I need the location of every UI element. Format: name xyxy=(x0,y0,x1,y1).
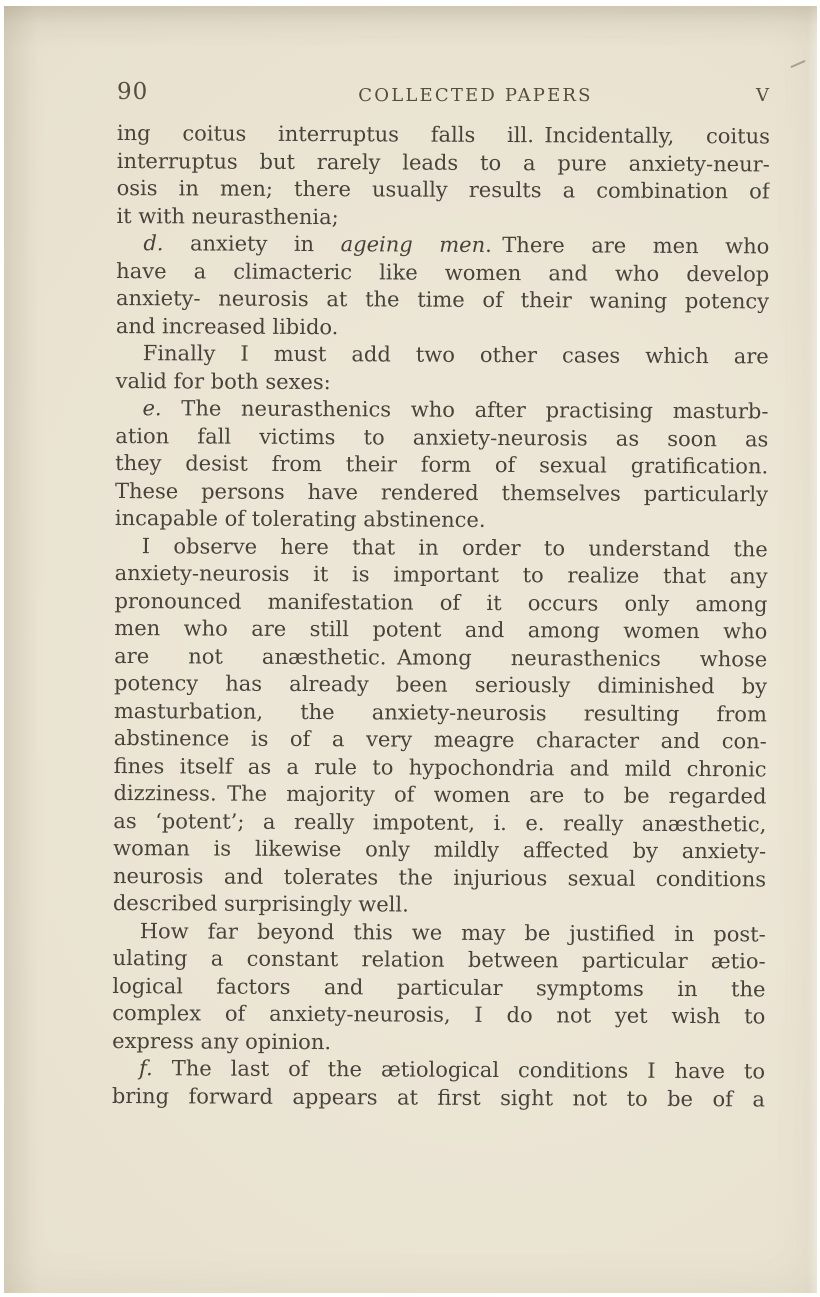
text-line xyxy=(115,532,768,563)
text-segment: have a climacteric like women and who develop xyxy=(116,258,770,286)
text-line xyxy=(115,477,768,508)
text-line xyxy=(114,752,767,783)
text-line xyxy=(116,230,769,261)
text-line xyxy=(115,505,768,536)
text-segment: they desist from their form of sexual gratification. xyxy=(115,450,769,479)
text-segment: potency has already been seriously diminished by xyxy=(113,670,768,699)
text-segment: . There are men who xyxy=(485,232,770,259)
text-segment: The neurasthenics who after practising masturb- xyxy=(161,396,769,424)
text-line xyxy=(113,780,766,811)
text-line xyxy=(116,367,769,398)
text-line xyxy=(116,202,769,233)
text-line xyxy=(113,835,766,866)
text-segment: incapable of tolerating abstinence. xyxy=(114,505,486,532)
text-line xyxy=(112,1000,765,1031)
text-segment: interruptus but rarely leads to a pure anxiety-neur- xyxy=(116,148,770,176)
italic-text: e. xyxy=(142,396,162,421)
text-segment: These persons have rendered themselves particularly xyxy=(114,478,769,506)
text-line xyxy=(114,587,767,618)
text-segment: neurosis and tolerates the injurious sexual conditions xyxy=(112,863,767,891)
text-line xyxy=(116,285,769,316)
text-segment: abstinence is of a very meagre character and con- xyxy=(113,725,767,754)
text-segment: ulating a constant relation between particular ætio- xyxy=(112,945,766,974)
book-page-paper xyxy=(4,6,817,1293)
text-line xyxy=(114,725,767,756)
text-segment: men who are still potent and among women who xyxy=(114,615,768,644)
italic-text: f. xyxy=(138,1056,153,1081)
text-segment: are not anæsthetic. Among neurasthenics whose xyxy=(114,643,768,671)
text-line xyxy=(113,862,766,893)
text-segment: osis in men; there usually results a combination of xyxy=(116,175,770,204)
text-line xyxy=(116,257,769,288)
text-segment: as ‘potent’; a really impotent, i. e. really anæsthetic, xyxy=(113,808,767,836)
text-line xyxy=(114,697,767,728)
text-segment: How far beyond this we may be justified in post- xyxy=(139,918,766,946)
text-line xyxy=(114,670,767,701)
text-segment: The last of the ætiological conditions I have to xyxy=(152,1056,766,1084)
text-line xyxy=(112,972,765,1003)
text-line xyxy=(113,917,766,948)
italic-text: d. xyxy=(143,231,164,256)
text-segment: anxiety in xyxy=(163,231,341,257)
text-segment: ing coitus interruptus falls ill. Incidentally, coitus xyxy=(116,120,770,149)
scratch-mark xyxy=(790,60,805,68)
text-segment: anxiety- neurosis at the time of their waning potency xyxy=(116,285,770,314)
page-body xyxy=(112,120,770,1113)
text-segment: ation fall victims to anxiety-neurosis as soon as xyxy=(115,423,769,451)
text-line xyxy=(117,175,770,206)
running-head xyxy=(117,78,770,108)
text-line xyxy=(112,1082,765,1113)
text-segment: it with neurasthenia; xyxy=(116,203,339,229)
text-segment: fines itself as a rule to hypochondria and mild chronic xyxy=(113,753,767,781)
text-line xyxy=(114,642,767,673)
text-segment: masturbation, the anxiety-neurosis resulting from xyxy=(113,698,767,726)
text-segment: dizziness. The majority of women are to be regarded xyxy=(113,780,767,809)
text-segment: complex of anxiety-neurosis, I do not yet wish to xyxy=(112,1000,766,1029)
text-line xyxy=(115,395,768,426)
text-segment: express any opinion. xyxy=(112,1028,332,1054)
page-number: 90 xyxy=(117,79,149,105)
text-line xyxy=(116,312,769,343)
text-line xyxy=(112,1027,765,1058)
text-line xyxy=(117,147,770,178)
text-line xyxy=(113,890,766,921)
text-segment: woman is likewise only mildly affected by anxiety- xyxy=(113,835,767,864)
text-line xyxy=(114,615,767,646)
text-segment: bring forward appears at first sight not to be of a xyxy=(111,1083,765,1111)
text-segment: valid for both sexes: xyxy=(115,368,331,394)
text-segment: anxiety-neurosis it is important to realize that any xyxy=(114,560,768,589)
text-line xyxy=(116,340,769,371)
text-line xyxy=(115,422,768,453)
text-segment: pronounced manifestation of it occurs only among xyxy=(114,588,768,616)
text-segment: described surprisingly well. xyxy=(112,890,409,917)
running-title: COLLECTED PAPERS xyxy=(358,85,593,106)
text-segment: I observe here that in order to understand the xyxy=(141,533,768,561)
text-line xyxy=(113,807,766,838)
text-segment: logical factors and particular symptoms in the xyxy=(112,973,766,1001)
text-segment: and increased libido. xyxy=(115,313,339,339)
text-line xyxy=(115,560,768,591)
text-line xyxy=(115,450,768,481)
text-line xyxy=(112,1055,765,1086)
italic-text: ageing men xyxy=(340,232,486,257)
text-line xyxy=(113,945,766,976)
text-line xyxy=(117,120,770,151)
chapter-numeral: V xyxy=(756,85,770,106)
text-segment: Finally I must add two other cases which are xyxy=(142,341,769,369)
